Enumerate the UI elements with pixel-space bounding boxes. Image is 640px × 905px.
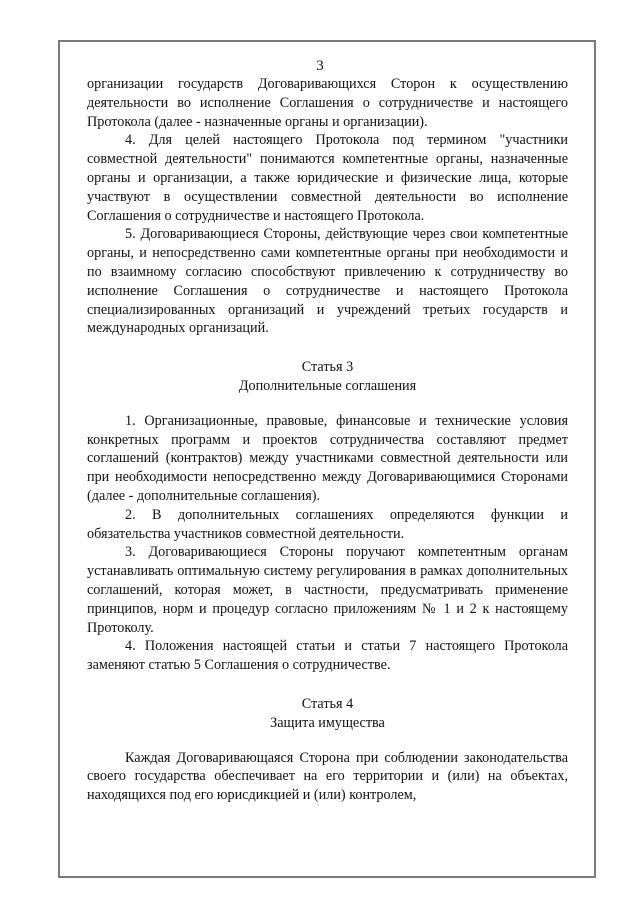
page-number: 3	[316, 58, 324, 74]
paragraph: Каждая Договаривающаяся Сторона при соблюдении законодательства своего государства обеспечивает на его территории и (или) на объектах, находящихся под его юрисдикцией и (или) контролем,	[87, 749, 568, 804]
paragraph: 4. Положения настоящей статьи и статьи 7 настоящего Протокола заменяют статью 5 Соглашения о сотрудничестве.	[87, 638, 568, 674]
paragraph: организации государств Договаривающихся Сторон к осуществлению деятельности во исполнение Соглашения о сотрудничестве и настоящего Протокола (далее - назначенные органы и организации).	[87, 76, 568, 130]
paragraph: 3. Договаривающиеся Стороны поручают компетентным органам устанавливать оптимальную систему регулирования в рамках дополнительных соглашений, которая может, в частности, предусматривать применение принципов, норм и процедур согласно приложениям № 1 и 2 к настоящему Протоколу.	[87, 544, 568, 636]
paragraph: 1. Организационные, правовые, финансовые и технические условия конкретных программ и проектов сотрудничества составляют предмет соглашений (контрактов) между участниками совместной деятельности или при необходимости непосредственно между Договаривающимися Сторонами (далее - дополнительные соглашения).	[87, 412, 568, 504]
paragraph: 5. Договаривающиеся Стороны, действующие через свои компетентные органы, и непосредственно сами компетентные органы при необходимости и по взаимному согласию способствуют привлечению к сотрудничеству во исполнение Соглашения о сотрудничестве и настоящего Протокола специализированных организаций и учреждений третьих государств и международных организаций.	[87, 226, 568, 337]
article-4-title: Защита имущества	[270, 714, 385, 731]
paragraph: 4. Для целей настоящего Протокола под термином "участники совместной деятельности" понимаются компетентные органы, назначенные органы и организации, а также юридические и физические лица, которые участвуют в осуществлении совместной деятельности во исполнение Соглашения о сотрудничестве и настоящего Протокола.	[87, 132, 568, 224]
article-4-number: Статья 4	[301, 695, 354, 712]
article-3-title: Дополнительные соглашения	[238, 377, 417, 394]
paragraph: 2. В дополнительных соглашениях определяются функции и обязательства участников совместной деятельности.	[87, 506, 568, 542]
article-3-number: Статья 3	[301, 359, 354, 376]
document-body	[87, 75, 568, 805]
